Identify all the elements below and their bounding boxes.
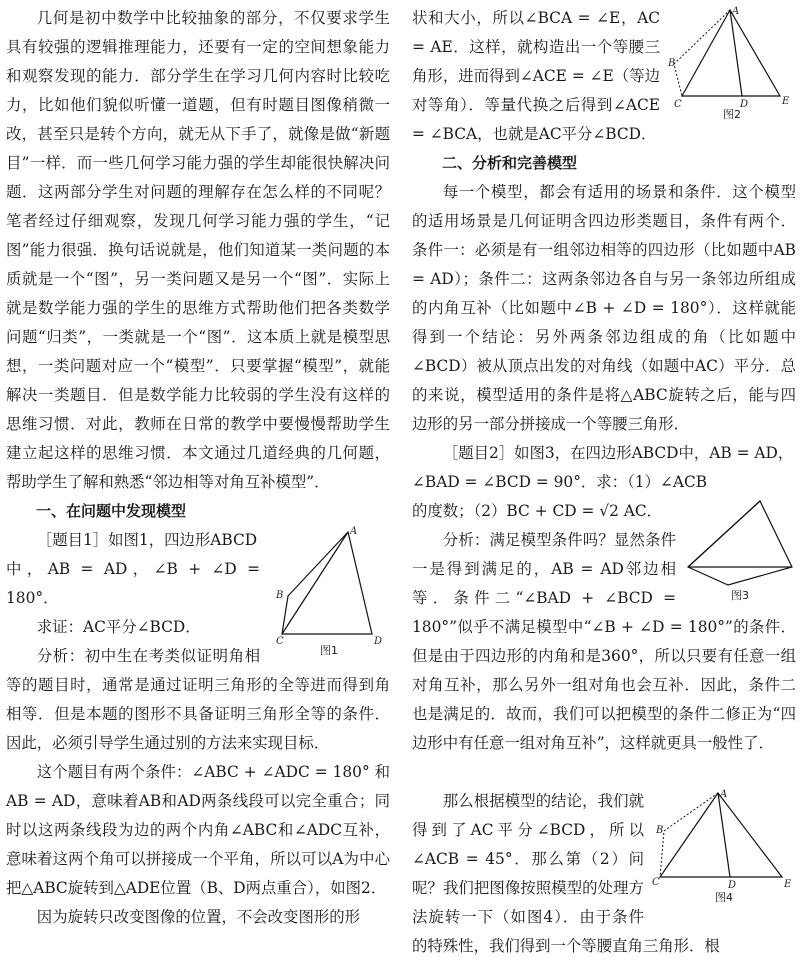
fig4-label-b: B bbox=[656, 825, 664, 836]
fig2-label-b: B bbox=[668, 58, 676, 69]
fig2-label-a: A bbox=[732, 6, 740, 17]
fig4-label-a: A bbox=[720, 789, 728, 800]
figure-2-caption: 图2 bbox=[723, 108, 741, 121]
right-column bbox=[412, 4, 796, 961]
fig1-label-a: A bbox=[350, 526, 358, 537]
question-2-line1: ［题目2］如图3，在四边形ABCD中，AB = AD， bbox=[442, 444, 794, 462]
fig2-label-c: C bbox=[674, 99, 682, 108]
fig1-label-c: C bbox=[276, 636, 284, 644]
figure-3-caption: 图3 bbox=[731, 589, 749, 602]
left-column bbox=[6, 4, 390, 932]
figure-1 bbox=[268, 526, 390, 658]
figure-2 bbox=[668, 4, 796, 122]
fig4-label-e: E bbox=[784, 879, 792, 890]
section-heading-1: 一、在问题中发现模型 bbox=[36, 502, 187, 520]
figure-4 bbox=[652, 787, 796, 905]
question-1-line2: 中，AB = AD，∠B + ∠D = 180°． bbox=[6, 560, 260, 607]
question-1-prove: 求证：AC平分∠BCD． bbox=[36, 618, 201, 636]
paragraph-conclusion: 那么根据模型的结论，我们就得到了AC平分∠BCD，所以∠ACB = 45°．那么第（2）问呢？我们把图像按照模型的处理方法旋转一下（如图4）．由于条件的特殊性，我们得到一个等腰直角三角形．根 bbox=[412, 792, 720, 955]
fig2-label-d: D bbox=[740, 99, 749, 108]
figure-4-caption: 图4 bbox=[715, 891, 733, 904]
fig1-label-b: B bbox=[276, 590, 284, 601]
figure-1-caption: 图1 bbox=[320, 644, 338, 657]
question-2-line2: ∠BAD = ∠BCD = 90°．求：（1）∠ACB bbox=[412, 473, 708, 491]
section-heading-2: 二、分析和完善模型 bbox=[442, 154, 578, 172]
question-2-analysis: 分析：满足模型条件吗？显然条件一是得到满足的，AB = AD邻边相等．条件二“∠BAD + ∠BCD = 180°”似乎不满足模型中“∠B + ∠D = 180°”的条件．但是由于四边形的内角和是360°，所以只要有任意一组对角互补，那么另外一组对角也会互补．因此，条件二也是满足的．故而，我们可以把模型的条件二修正为“四边形中有任意一组对角互补”，这样就更具一般性了． bbox=[412, 531, 796, 752]
paragraph-rotation: 因为旋转只改变图像的位置，不会改变图形的形 bbox=[36, 908, 361, 926]
intro-paragraph: 几何是初中数学中比较抽象的部分，不仅要求学生具有较强的逻辑推理能力，还要有一定的空间想象能力和观察发现的能力．部分学生在学习几何内容时比较吃力，比如他们貌似听懂一道题，但有时题目图像稍微一改，甚至只是转个方向，就无从下手了，就像是做“新题目”一样．而一些几何学习能力强的学生却能很快解决问题．这两部分学生对问题的理解存在怎么样的不同呢？笔者经过仔细观察，发现几何学习能力强的学生，“记图”能力很强．换句话说就是，他们知道某一类问题的本质就是一个“图”，另一类问题又是另一个“图”．实际上就是数学能力强的学生的思维方式帮助他们把各类数学问题“归类”，一类就是一个“图”．这本质上就是模型思想，一类问题对应一个“模型”．只要掌握“模型”，就能解决一类题目．但是数学能力比较弱的学生没有这样的思维习惯．对此，教师在日常的教学中要慢慢帮助学生建立起这样的思维习惯．本文通过几道经典的几何题，帮助学生了解和熟悉“邻边相等对角互补模型”． bbox=[6, 9, 390, 491]
fig4-label-d: D bbox=[728, 880, 737, 891]
continued-paragraph: 状和大小，所以∠BCA = ∠E，AC = AE．这样，就构造出一个等腰三角形，进而得到∠ACE = ∠E（等边对等角）．等量代换之后得到∠ACE = ∠BCA，也就是AC平分∠BCD． bbox=[412, 9, 660, 143]
fig2-label-e: E bbox=[782, 96, 790, 107]
question-1-line1: ［题目1］如图1，四边形ABCD bbox=[36, 531, 258, 549]
question-2-line3: 的度数；（2）BC + CD = √2 AC． bbox=[412, 502, 663, 520]
question-1-analysis: 分析：初中生在考类似证明角相等的题目时，通常是通过证明三角形的全等进而得到角相等．但是本题的图形不具备证明三角形全等的条件．因此，必须引导学生通过别的方法来实现目标． bbox=[6, 647, 390, 752]
paragraph-model-conditions: 每一个模型，都会有适用的场景和条件．这个模型的适用场景是几何证明含四边形类题目，条件有两个．条件一：必须是有一组邻边相等的四边形（比如题中AB = AD）；条件二：这两条邻边各自与另一条邻边所组成的内角互补（比如题中∠B + ∠D = 180°）．这样就能得到一个结论：另外两条邻边组成的角（比如题中∠BCD）被从顶点出发的对角线（如题中AC）平分．总的来说，模型适用的条件是将△ABC旋转之后，能与四边形的另一部分拼接成一个等腰三角形． bbox=[412, 183, 796, 433]
figure-3 bbox=[684, 497, 796, 603]
fig1-label-d: D bbox=[374, 636, 383, 644]
paragraph-conditions: 这个题目有两个条件：∠ABC + ∠ADC = 180° 和 AB = AD，意味着AB和AD两条线段可以完全重合；同时以这两条线段为边的两个内角∠ABC和∠ADC互补，意味着这两个角可以拼接成一个平角，所以可以A为中心把△ABC旋转到△ADE位置（B、D两点重合），如图2． bbox=[6, 763, 390, 897]
fig4-label-c: C bbox=[652, 877, 660, 888]
